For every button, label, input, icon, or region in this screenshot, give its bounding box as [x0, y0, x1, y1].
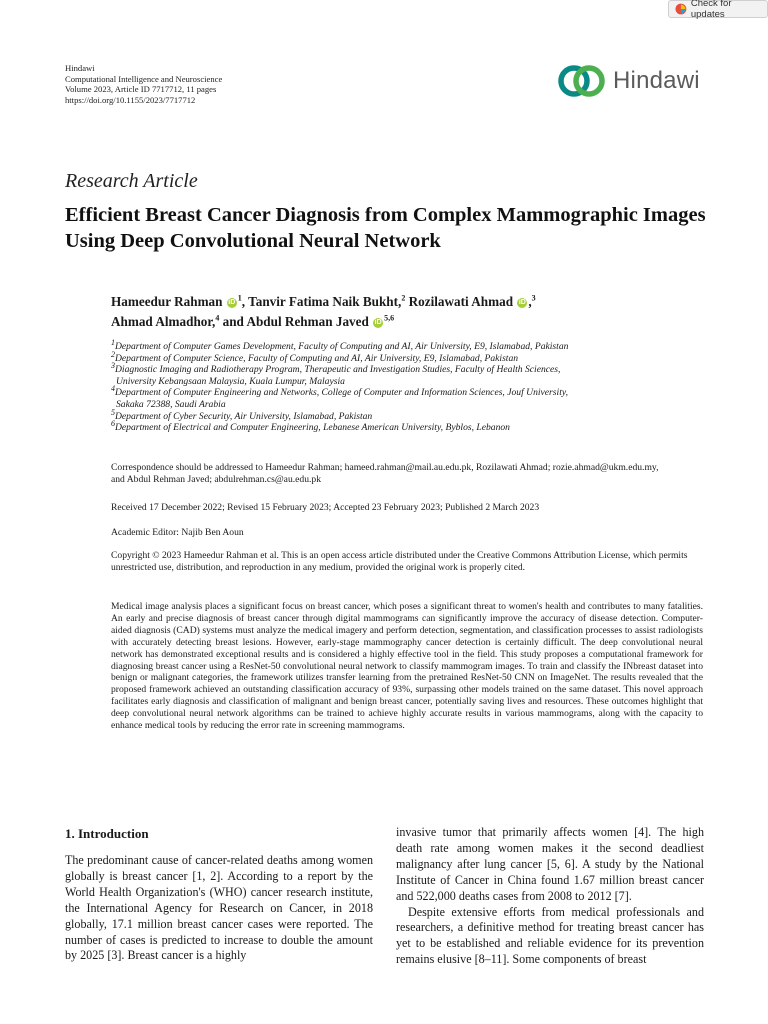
- author-name: Tanvir Fatima Naik Bukht,: [248, 294, 402, 309]
- affiliation-text-cont: Sakaka 72388, Saudi Arabia: [116, 398, 226, 410]
- affiliation-text: Department of Computer Science, Faculty of Computing and AI, Air University, E9, Islamabad, Pakistan: [115, 352, 519, 364]
- affiliation-item: [111, 407, 691, 423]
- affiliation-sup: 5: [111, 407, 115, 417]
- body-left-column: [65, 853, 373, 964]
- publication-dates: Received 17 December 2022; Revised 15 February 2023; Accepted 23 February 2023; Published 2 March 2023: [111, 502, 540, 513]
- author-affil-sup: 2: [401, 293, 406, 303]
- author-name: Hameedur Rahman: [111, 294, 223, 309]
- author-5: [223, 314, 395, 329]
- author-list: [111, 292, 711, 332]
- doi-link[interactable]: https://doi.org/10.1155/2023/7717712: [65, 94, 196, 105]
- correspondence: Correspondence should be addressed to Hameedur Rahman; hameed.rahman@mail.au.edu.pk, Rozilawati Ahmad; rozie.ahmad@ukm.edu.my, and Abdul Rehman Javed; abdulrehman.cs@au.edu.pk: [111, 462, 659, 486]
- paper-title: Efficient Breast Cancer Diagnosis from Complex Mammographic Images Using Deep Convolutional Neural Network: [65, 204, 706, 252]
- orcid-icon[interactable]: iD: [374, 318, 382, 326]
- author-sep: ,: [528, 294, 532, 309]
- affiliation-text: Department of Computer Engineering and Networks, College of Computer and Information Sciences, Jouf University,: [115, 387, 568, 399]
- academic-editor: Academic Editor: Najib Ben Aoun: [111, 527, 244, 538]
- affiliation-text: Department of Electrical and Computer Engineering, Lebanese American University, Byblos, Lebanon: [115, 422, 510, 434]
- author-4: [111, 314, 223, 329]
- author-name: Ahmad Almadhor,: [111, 314, 216, 329]
- publisher-name: Hindawi: [65, 63, 95, 73]
- affiliation-text: Department of Computer Games Development, Faculty of Computing and AI, Air University, E9, Islamabad, Pakistan: [115, 341, 569, 352]
- affiliation-sup: 1: [111, 337, 115, 347]
- affiliation-item: [111, 337, 691, 353]
- volume-line: Volume 2023, Article ID 7717712, 11 pages: [65, 84, 217, 95]
- copyright-notice: Copyright © 2023 Hameedur Rahman et al. This is an open access article distributed under the Creative Commons Attribution License, which permits unrestricted use, distribution, and reproduction in any medium, provided the original work is properly cited.: [111, 550, 688, 574]
- body-paragraph: invasive tumor that primarily affects women [4]. The high death rate among women makes it the second deadliest malignancy after lung cancer [5, 6]. A study by the National Institute of Cancer in China found 1.67 million breast cancer and 522,000 deaths cases from 2008 to 2012 [7].: [396, 825, 704, 903]
- affiliation-item: [111, 361, 691, 387]
- affiliation-text-cont: University Kebangsaan Malaysia, Kuala Lumpur, Malaysia: [116, 375, 345, 387]
- affiliation-sup: 6: [111, 418, 115, 428]
- abstract: Medical image analysis places a significant focus on breast cancer, which poses a significant threat to women's health and contributes to many fatalities. An early and precise diagnosis of breast cancer through digital mammograms can significantly improve the accuracy of disease detection. Computer-aided diagnosis (CAD) systems must analyze the medical imagery and perform detection, segmentation, and classification processes to assist radiologists with accurately detecting breast lesions. However, early-stage mammography cancer detection is certainly difficult. The deep convolutional neural network has demonstrated exceptional results and is considered a highly effective tool in the field. This study proposes a computational framework for diagnosing breast cancer using a ResNet-50 convolutional neural network to classify mammogram images. To train and classify the INbreast dataset into benign or malignant categories, the framework utilizes transfer learning from the pretrained ResNet-50 CNN on ImageNet. The results revealed that the proposed framework achieved an outstanding classification accuracy of 93%, surpassing other models trained on the same dataset. This novel approach facilitates early diagnosis and classification of malignant and benign breast cancer, potentially saving lives and resources. These outcomes highlight that deep convolutional neural network algorithms can be trained to achieve highly accurate results in various mammograms, along with the capacity to enhance medical tools by reducing the error rate in screening mammograms.: [111, 601, 703, 732]
- author-3: [409, 294, 536, 309]
- orcid-icon[interactable]: iD: [228, 298, 236, 306]
- section-heading: 1. Introduction: [65, 826, 149, 841]
- author-affil-sup: 5,6: [384, 313, 395, 323]
- journal-meta: [65, 63, 222, 105]
- author-affil-sup: 4: [215, 313, 220, 323]
- author-1: [111, 294, 248, 309]
- journal-name: Computational Intelligence and Neuroscience: [65, 73, 223, 84]
- affiliation-item: [111, 349, 691, 365]
- affiliation-sup: 2: [111, 349, 115, 359]
- hindawi-rings-icon: [557, 61, 607, 101]
- affiliation-item: [111, 384, 691, 410]
- body-paragraph: Despite extensive efforts from medical professionals and researchers, a definitive method for treating breast cancer has yet to be established and reliable evidence for its prevention remains elusive [8–11]. Some components of breast: [396, 904, 704, 967]
- article-type: Research Article: [65, 170, 198, 192]
- affiliation-sup: 4: [111, 384, 115, 394]
- check-for-updates-button[interactable]: [668, 0, 768, 18]
- orcid-icon[interactable]: iD: [518, 298, 526, 306]
- body-paragraph: The predominant cause of cancer-related deaths among women globally is breast cancer [1, 2]. According to a report by the World Health Organization's (WHO) cancer research institute, the International Agency for Research on Cancer, in 2018 globally, 17.1 million breast cancer cases were reported. The number of cases is predicted to increase to double the amount by 2025 [3]. Breast cancer is a highly: [65, 853, 373, 963]
- affiliation-text: Diagnostic Imaging and Radiotherapy Program, Therapeutic and Investigation Studies, Faculty of Health Sciences,: [115, 364, 561, 376]
- check-for-updates-label: Check for updates: [690, 0, 732, 20]
- author-2: [248, 294, 408, 309]
- author-affil-sup: 1: [237, 293, 242, 303]
- affiliation-sup: 3: [111, 361, 115, 370]
- author-affil-sup: 3: [531, 293, 536, 303]
- crossmark-icon: [675, 3, 687, 15]
- logo-text: Hindawi: [613, 67, 700, 94]
- body-right-column: [396, 825, 704, 968]
- author-sep: ,: [241, 294, 249, 309]
- affiliation-item: [111, 418, 691, 434]
- affiliation-list: [111, 337, 691, 434]
- hindawi-logo: [557, 61, 700, 101]
- affiliation-text: Department of Cyber Security, Air University, Islamabad, Pakistan: [115, 410, 373, 422]
- author-name: Rozilawati Ahmad: [408, 294, 514, 309]
- author-name: and Abdul Rehman Javed: [222, 314, 369, 329]
